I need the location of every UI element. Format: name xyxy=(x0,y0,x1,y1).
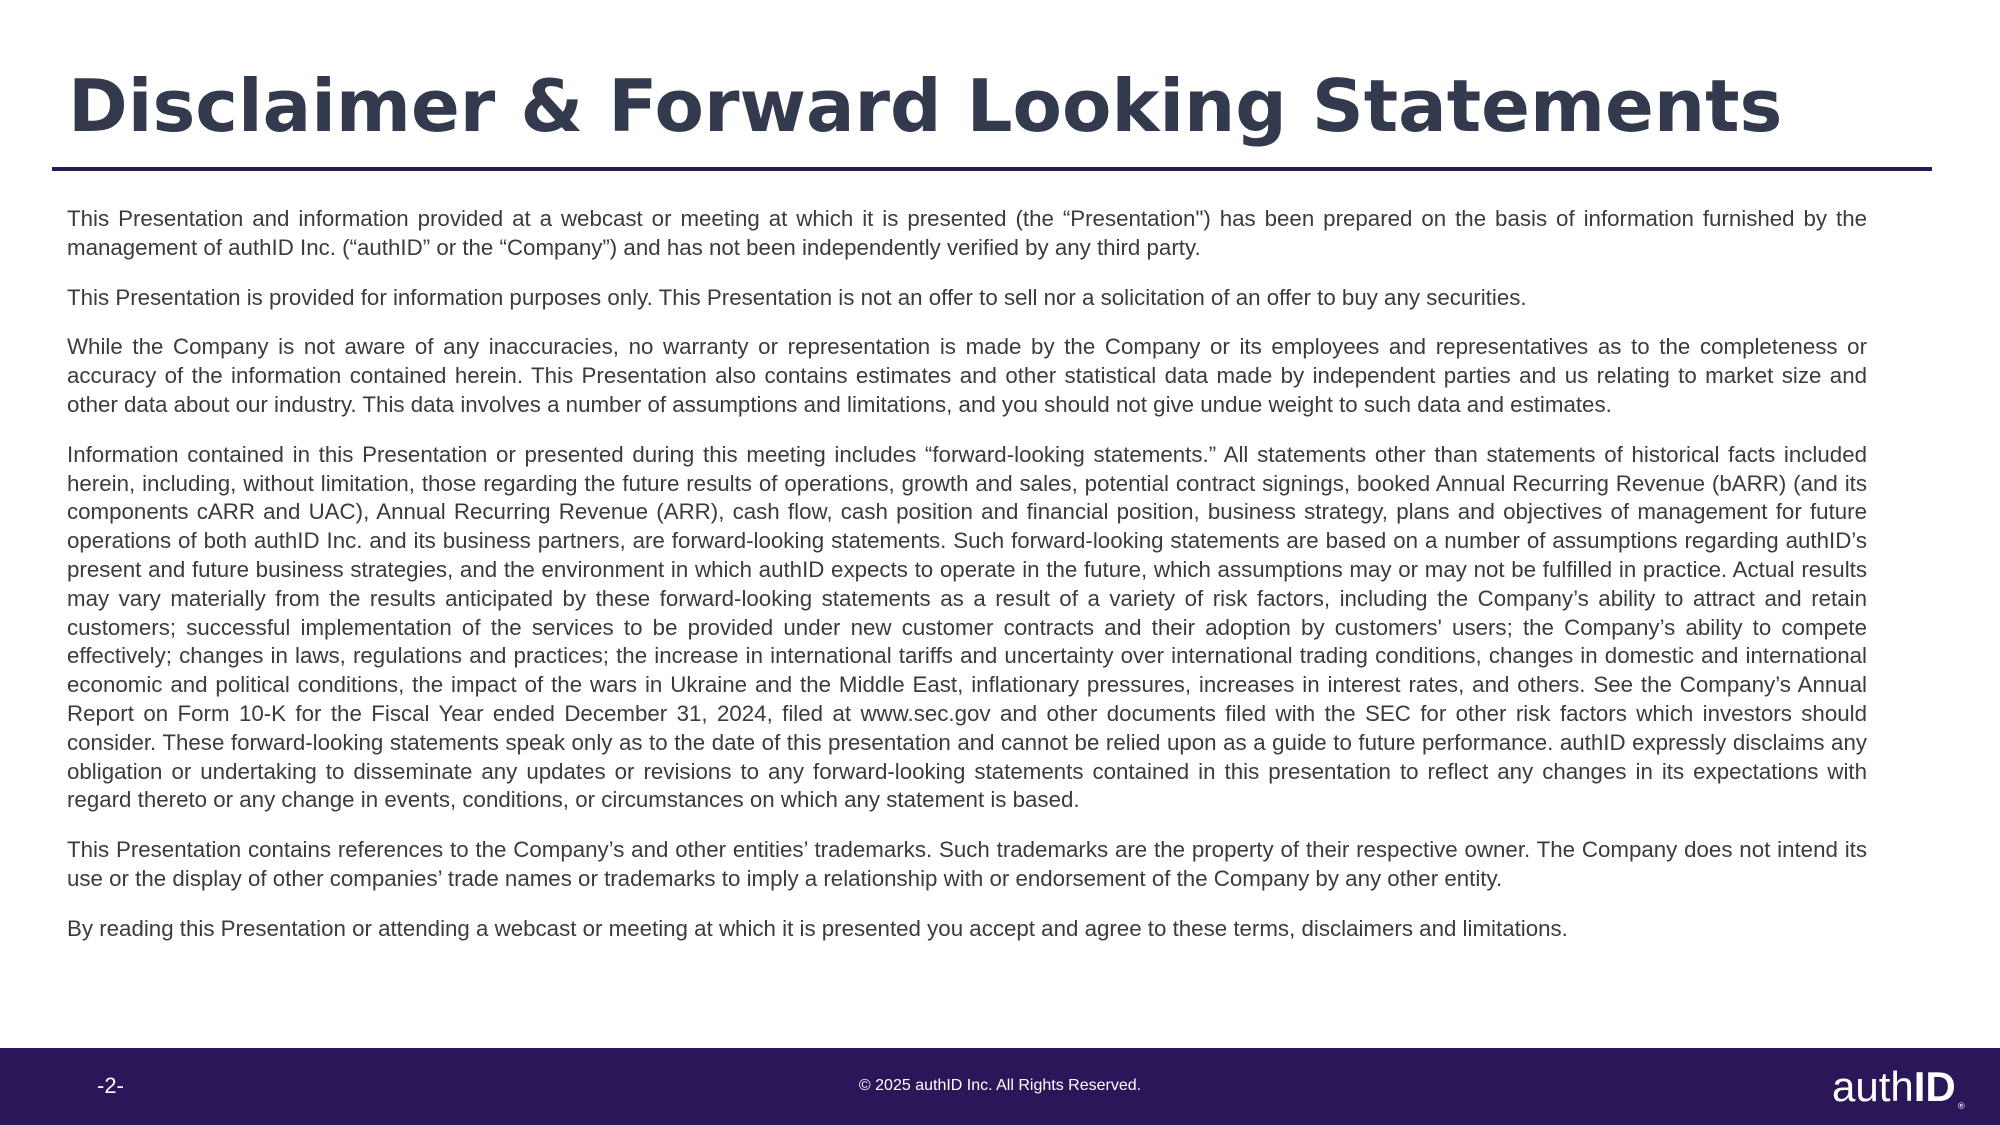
slide-title: Disclaimer & Forward Looking Statements xyxy=(68,64,1783,148)
footer-bar xyxy=(0,1048,2000,1125)
title-divider xyxy=(52,167,1932,171)
copyright-notice: © 2025 authID Inc. All Rights Reserved. xyxy=(858,1077,1142,1094)
paragraph-acceptance: By reading this Presentation or attending a webcast or meeting at which it is presented you accept and agree to these terms, disclaimers and limitations. xyxy=(67,915,1568,941)
paragraph-information-purposes: This Presentation is provided for information purposes only. This Presentation is not an offer to sell nor a solicitation of an offer to buy any securities. xyxy=(67,284,1527,310)
registered-mark: ® xyxy=(1956,1102,1966,1112)
paragraph-presentation-basis: This Presentation and information provided at a webcast or meeting at which it is presented (the “Presentation") has been prepared on the basis of information furnished by the management of authID Inc. (“authID” or the “Company”) and has not been independently verified by any third party. xyxy=(67,206,1867,260)
page-number: -2- xyxy=(97,1073,124,1098)
paragraph-no-warranty: While the Company is not aware of any inaccuracies, no warranty or representation is made by the Company or its employees and representatives as to the completeness or accuracy of the information contained herein. This Presentation also contains estimates and other statistical data made by independent parties and us relating to market size and other data about our industry. This data involves a number of assumptions and limitations, and you should not give undue weight to such data and estimates. xyxy=(67,334,1867,417)
paragraph-trademarks: This Presentation contains references to the Company’s and other entities’ trademarks. Such trademarks are the property of their respective owner. The Company does not intend its use or the display of other companies’ trade names or trademarks to imply a relationship with or endorsement of the Company by any other entity. xyxy=(67,837,1867,891)
logo-text-id: ID xyxy=(1913,1063,1956,1110)
paragraph-forward-looking: Information contained in this Presentation or presented during this meeting includes “forward-looking statements.” All statements other than statements of historical facts included herein, including, without limitation, those regarding the future results of operations, growth and sales, potential contract signings, booked Annual Recurring Revenue (bARR) (and its components cARR and UAC), Annual Recurring Revenue (ARR), cash flow, cash position and financial position, business strategy, plans and objectives of management for future operations of both authID Inc. and its business partners, are forward-looking statements. Such forward-looking statements are based on a number of assumptions regarding authID’s present and future business strategies, and the environment in which authID expects to operate in the future, which assumptions may or may not be fulfilled in practice. Actual results may vary materially from the results anticipated by these forward-looking statements as a result of a variety of risk factors, including the Company’s ability to attract and retain customers; successful implementation of the services to be provided under new customer contracts and their adoption by customers' users; the Company’s ability to compete effectively; changes in laws, regulations and practices; the increase in international tariffs and uncertainty over international trading conditions, changes in domestic and international economic and political conditions, the impact of the wars in Ukraine and the Middle East, inflationary pressures, increases in interest rates, and others. See the Company’s Annual Report on Form 10-K for the Fiscal Year ended December 31, 2024, filed at www.sec.gov and other documents filed with the SEC for other risk factors which investors should consider. These forward-looking statements speak only as to the date of this presentation and cannot be relied upon as a guide to future performance. authID expressly disclaims any obligation or undertaking to disseminate any updates or revisions to any forward-looking statements contained in this presentation to reflect any changes in its expectations with regard thereto or any change in events, conditions, or circumstances on which any statement is based. xyxy=(67,441,1867,813)
disclaimer-body xyxy=(67,205,1867,965)
logo-text-auth: auth xyxy=(1832,1063,1914,1110)
authid-logo xyxy=(1832,1062,1966,1112)
